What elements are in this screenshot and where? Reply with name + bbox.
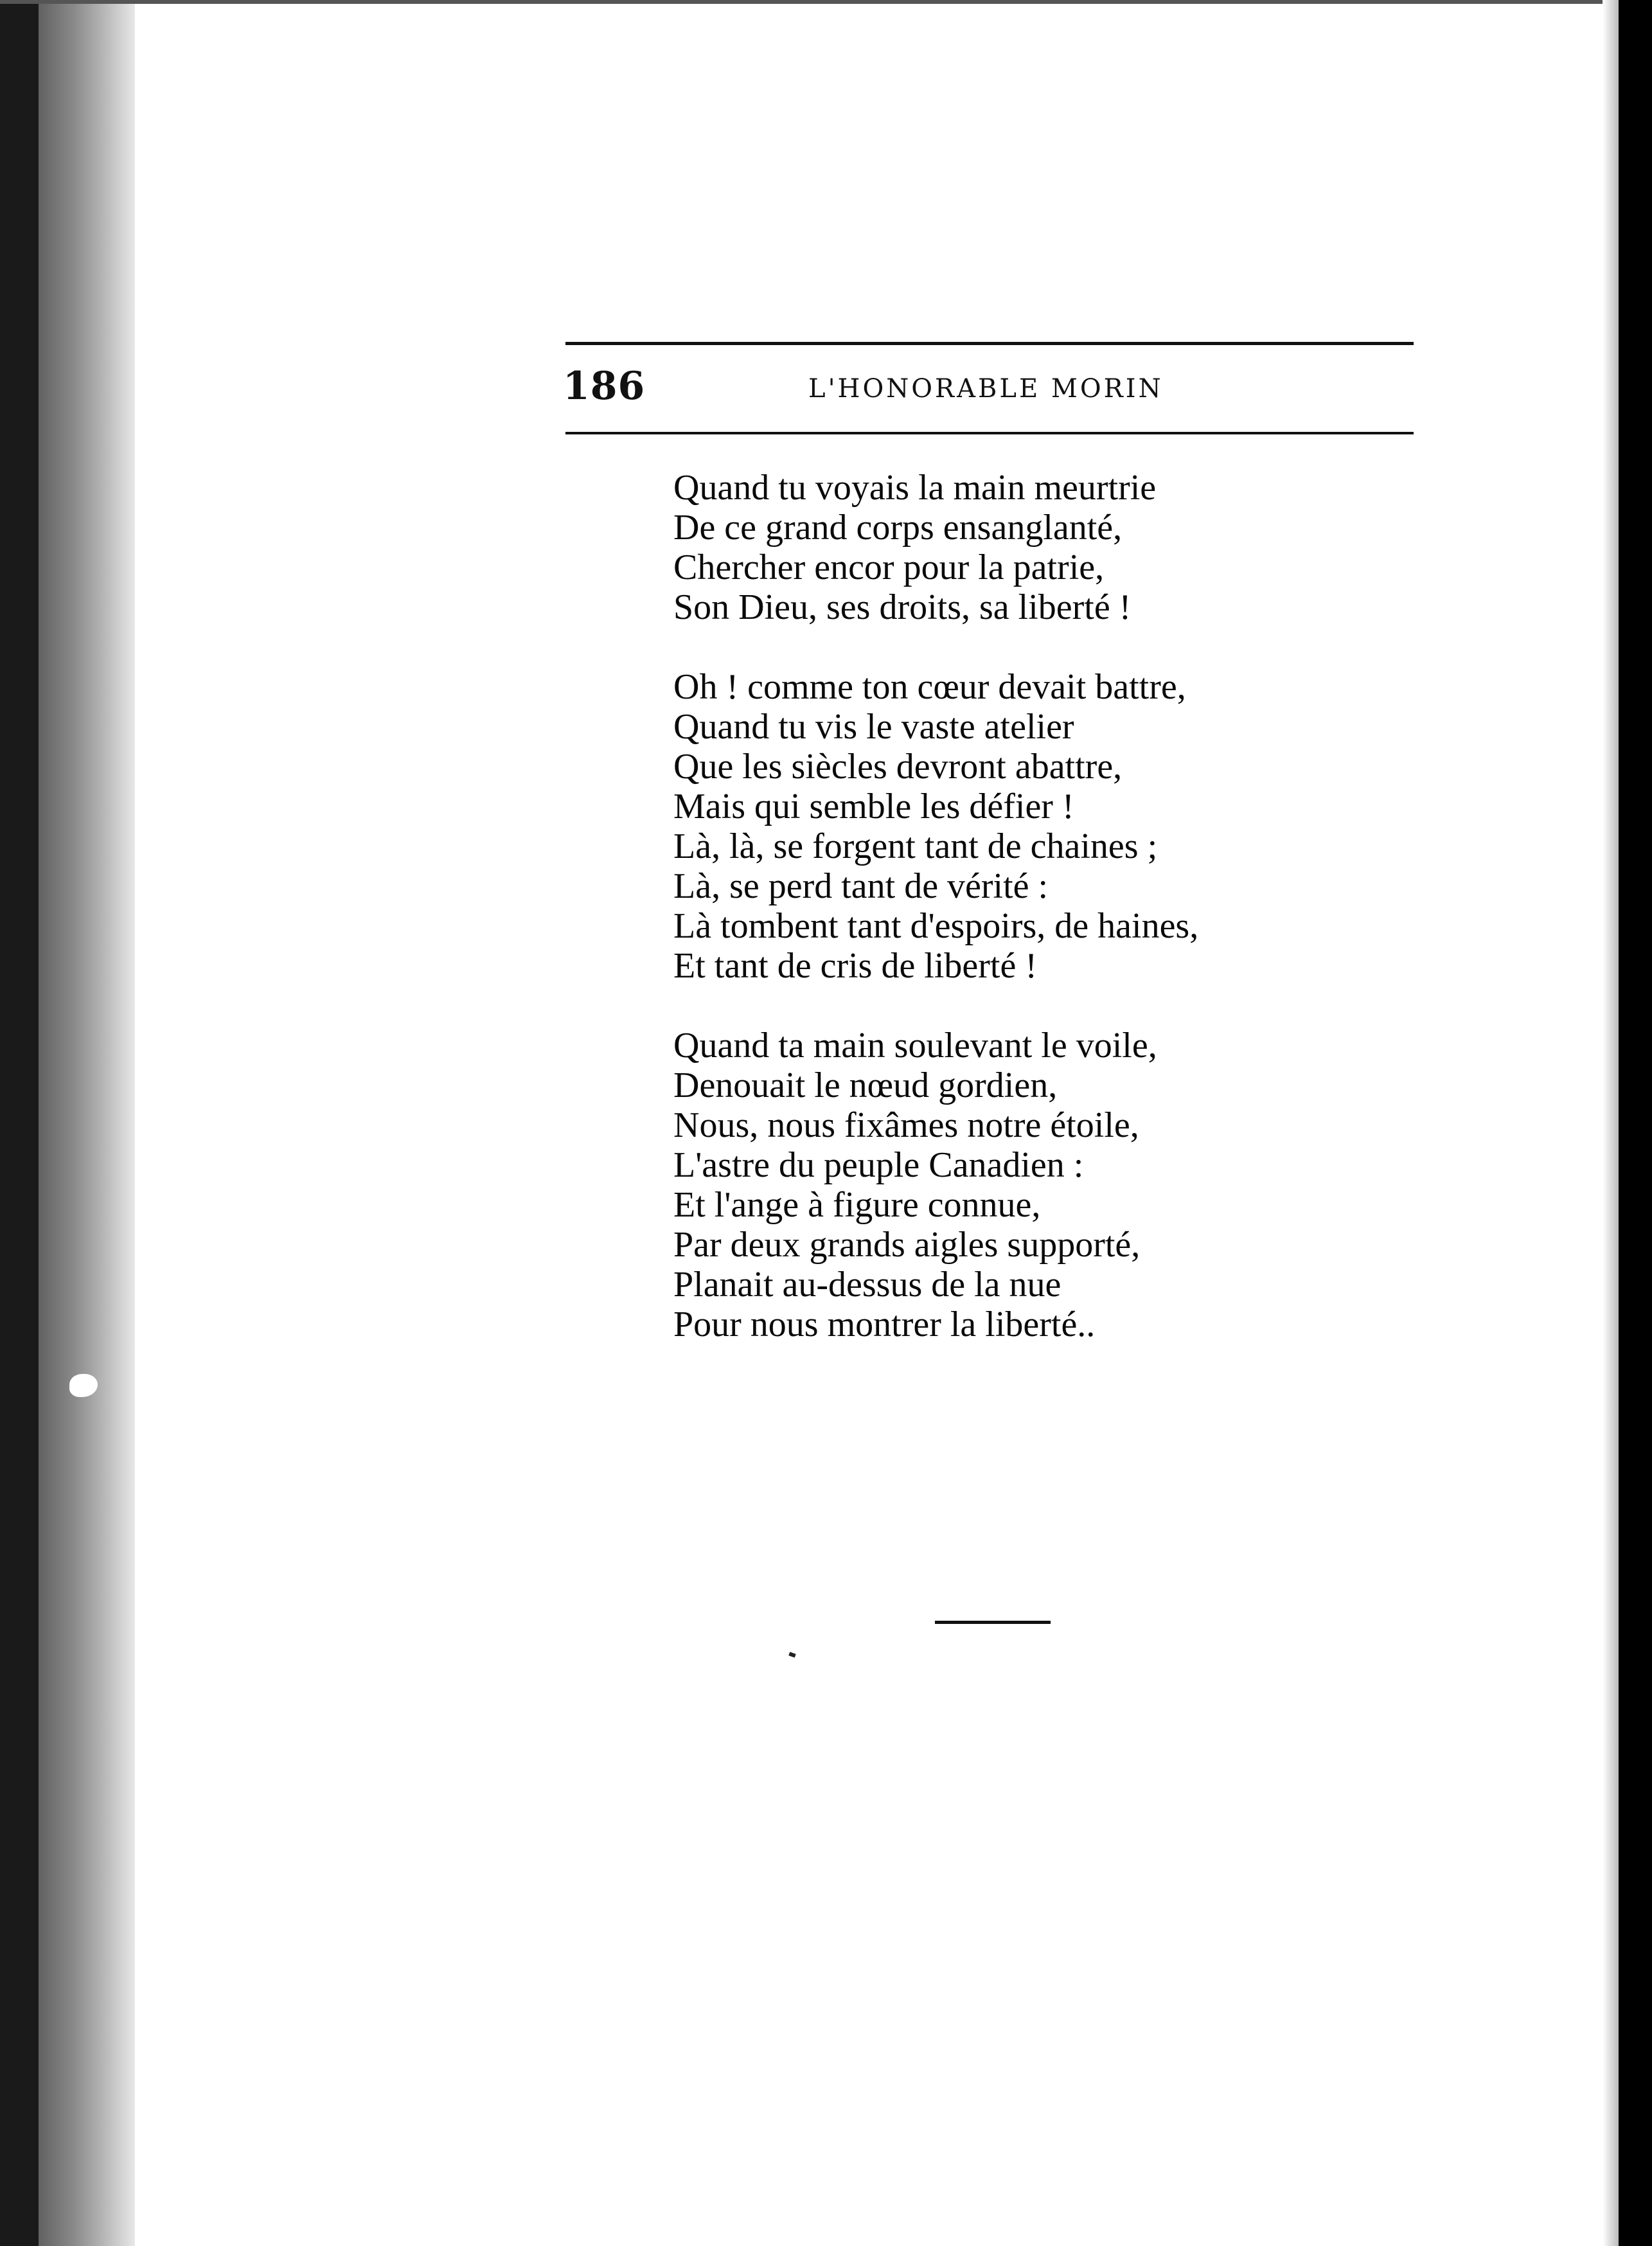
verse-line: Quand tu voyais la main meurtrie <box>673 468 1157 508</box>
verse-line: Oh ! comme ton cœur devait battre, <box>673 667 1186 707</box>
stanza <box>673 1026 1198 1344</box>
verse-line: Et tant de cris de liberté ! <box>673 946 1037 986</box>
verse-line: Mais qui semble les défier ! <box>673 787 1074 826</box>
verse-line: Là, se perd tant de vérité : <box>673 866 1049 906</box>
verse-line: Quand ta main soulevant le voile, <box>673 1026 1157 1065</box>
verse-line: De ce grand corps ensanglanté, <box>673 508 1123 548</box>
scan-top-edge <box>0 0 1652 4</box>
header-rule-top <box>565 342 1414 345</box>
running-head: L'HONORABLE MORIN <box>808 374 1164 404</box>
verse-line: Denouait le nœud gordien, <box>673 1065 1058 1105</box>
verse-line: Quand tu vis le vaste atelier <box>673 707 1074 747</box>
page-right-shadow <box>1603 0 1619 2246</box>
verse-line: Là tombent tant d'espoirs, de haines, <box>673 906 1199 946</box>
ink-speck <box>788 1652 795 1657</box>
poem-body <box>673 468 1198 1344</box>
stanza <box>673 667 1198 986</box>
header-rule-bottom <box>565 432 1414 434</box>
verse-line: Son Dieu, ses droits, sa liberté ! <box>673 587 1132 627</box>
verse-line: Nous, nous fixâmes notre étoile, <box>673 1105 1139 1145</box>
stanza <box>673 468 1198 627</box>
verse-line: L'astre du peuple Canadien : <box>673 1145 1084 1185</box>
verse-line: Que les siècles devront abattre, <box>673 747 1123 787</box>
page-number: 186 <box>563 364 646 409</box>
closing-rule <box>935 1621 1051 1624</box>
verse-line: Là, là, se forgent tant de chaines ; <box>673 826 1158 866</box>
verse-line: Chercher encor pour la patrie, <box>673 548 1105 587</box>
verse-line: Et l'ange à figure connue, <box>673 1185 1041 1225</box>
scan-left-edge <box>0 0 39 2246</box>
verse-line: Par deux grands aigles supporté, <box>673 1225 1141 1265</box>
verse-line: Pour nous montrer la liberté.. <box>673 1305 1096 1344</box>
scan-right-edge <box>1619 0 1652 2246</box>
verse-line: Planait au-dessus de la nue <box>673 1265 1061 1305</box>
